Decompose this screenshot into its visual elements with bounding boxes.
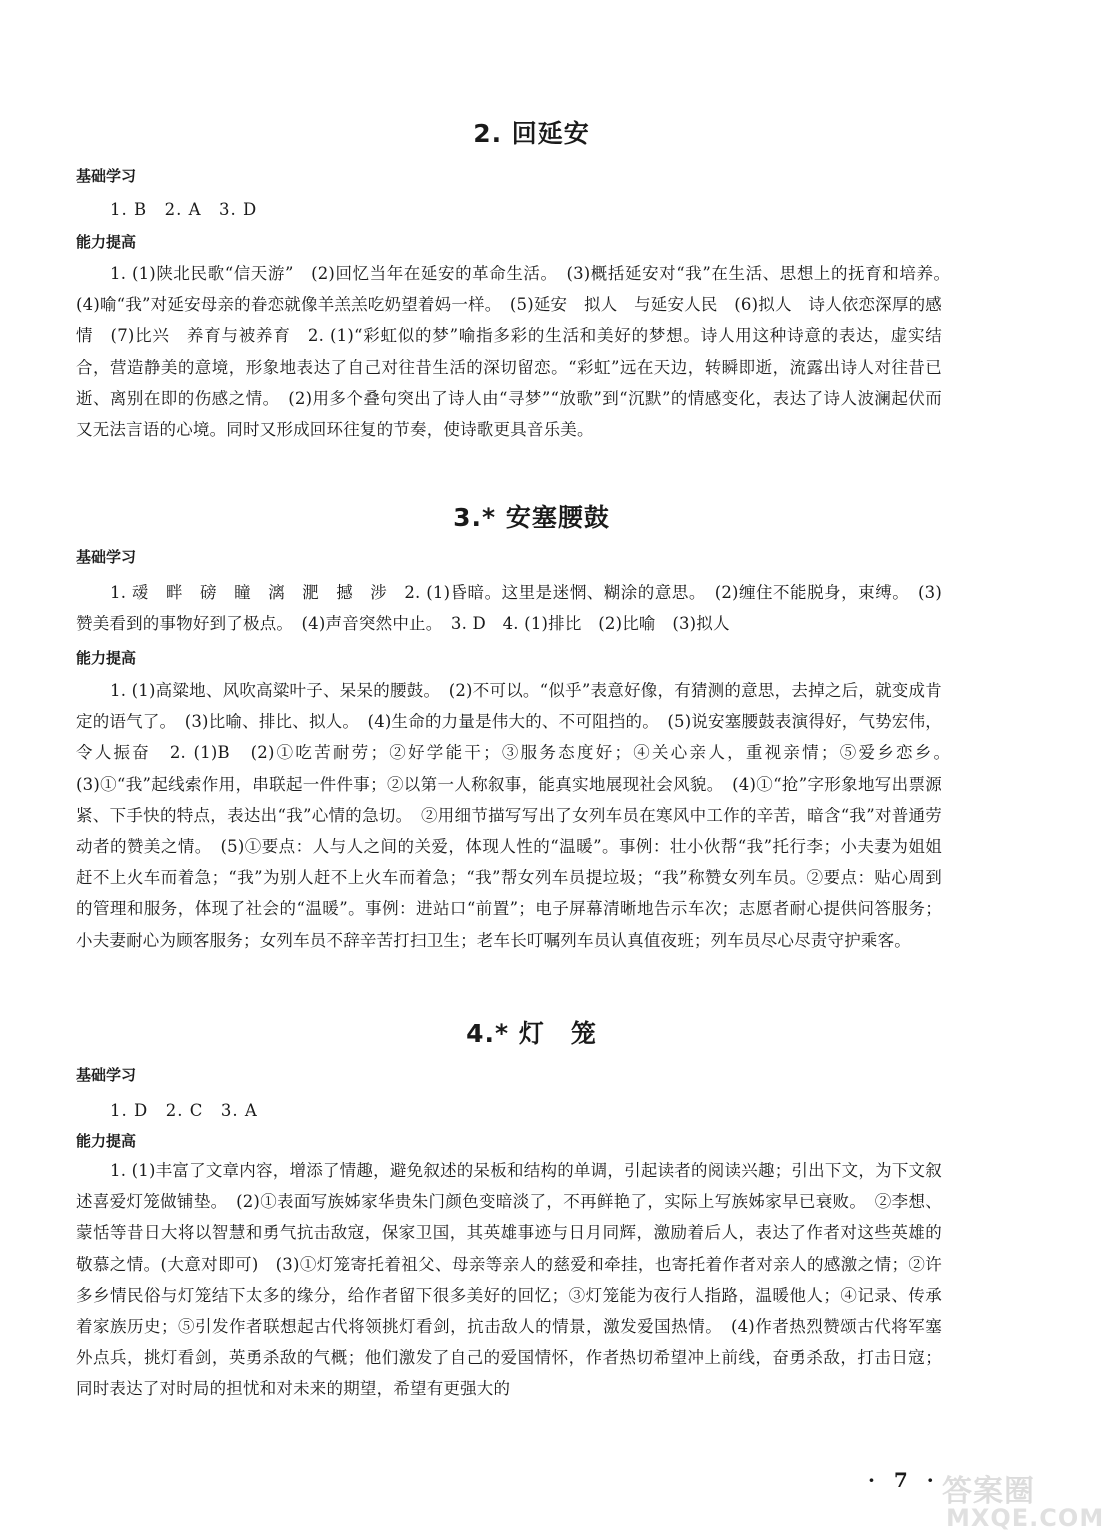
section-title: 2. 回延安 [473, 119, 590, 148]
watermark-main: 答案圈 [942, 1474, 1035, 1509]
section-label-basic: 基础学习 [76, 548, 137, 566]
section-label-basic: 基础学习 [76, 167, 137, 185]
basic-answers: 1. B 2. A 3. D [110, 200, 258, 219]
basic-answers: 1. 叆 畔 磅 瞳 漓 淝 撼 涉 2. (1)昏暗。这里是迷惘、糊涂的意思。 (2)缠住不能脱身，束缚。 (3)赞美看到的事物好到了极点。 (4)声音突然中止。 3. D 4. (1)排比 (2)比喻 (3)拟人 [76, 583, 942, 634]
ability-answers: 1. (1)高粱地、风吹高粱叶子、呆呆的腰鼓。 (2)不可以。“似乎”表意好像，有猜测的意思，去掉之后，就变成肯定的语气了。 (3)比喻、排比、拟人。 (4)生命的力量是伟大的、不可阻挡的。 (5)说安塞腰鼓表演得好，气势宏伟，令人振奋 2. (1)B (2)①吃苦耐劳；②好学能干；③服务态度好；④关心亲人，重视亲情；⑤爱乡恋乡。 (3)①“我”起线索作用，串联起一件件事；②以第一人称叙事，能真实地展现社会风貌。 (4)①“抢”字形象地写出票源紧、下手快的特点，表达出“我”心情的急切。 ②用细节描写写出了女列车员在寒风中工作的辛苦，暗含“我”对普通劳动者的赞美之情。 (5)①要点：人与人之间的关爱，体现人性的“温暖”。事例：壮小伙帮“我”托行李；小夫妻为姐姐赶不上火车而着急；“我”为别人赶不上火车而着急；“我”帮女列车员提垃圾；“我”称赞女列车员。②要点：贴心周到的管理和服务，体现了社会的“温暖”。事例：进站口“前置”；电子屏幕清晰地告示车次；志愿者耐心提供问答服务；小夫妻耐心为顾客服务；女列车员不辞辛苦打扫卫生；老车长叮嘱列车员认真值夜班；列车员尽心尽责守护乘客。 [76, 681, 959, 950]
section-label-basic: 基础学习 [76, 1066, 137, 1084]
basic-answers: 1. D 2. C 3. A [110, 1101, 258, 1120]
watermark-sub: MXQE.COM [946, 1504, 1104, 1532]
ability-answers: 1. (1)丰富了文章内容，增添了情趣，避免叙述的呆板和结构的单调，引起读者的阅读兴趣；引出下文，为下文叙述喜爱灯笼做铺垫。 (2)①表面写族姊家华贵朱门颜色变暗淡了，不再鲜艳了，实际上写族姊家早已衰败。 ②李想、蒙恬等昔日大将以智慧和勇气抗击敌寇，保家卫国，其英雄事迹与日月同辉，激励着后人，表达了作者对这些英雄的敬慕之情。(大意对即可) (3)①灯笼寄托着祖父、母亲等亲人的慈爱和牵挂，也寄托着作者对亲人的感激之情；②许多乡情民俗与灯笼结下太多的缘分，给作者留下很多美好的回忆；③灯笼能为夜行人指路，温暖他人；④记录、传承着家族历史；⑤引发作者联想起古代将领挑灯看剑，抗击敌人的情景，激发爱国热情。 (4)作者热烈赞颂古代将军塞外点兵，挑灯看剑，英勇杀敌的气概；他们激发了自己的爱国情怀，作者热切希望冲上前线，奋勇杀敌，打击日寇；同时表达了对时局的担忧和对未来的期望，希望有更强大的 [76, 1161, 942, 1399]
watermark-logo [942, 1466, 1104, 1532]
section-title: 3.* 安塞腰鼓 [453, 503, 610, 532]
section-label-ability: 能力提高 [76, 1132, 137, 1150]
section-label-ability: 能力提高 [76, 233, 137, 251]
section-label-ability: 能力提高 [76, 649, 137, 667]
section-title: 4.* 灯 笼 [466, 1019, 597, 1048]
page-number: · 7 · [868, 1468, 940, 1492]
ability-answers: 1. (1)陕北民歌“信天游” (2)回忆当年在延安的革命生活。 (3)概括延安对“我”在生活、思想上的抚育和培养。 (4)喻“我”对延安母亲的眷恋就像羊羔羔吃奶望着妈一样。 (5)延安 拟人 与延安人民 (6)拟人 诗人依恋深厚的感情 (7)比兴 养育与被养育 2. (1)“彩虹似的梦”喻指多彩的生活和美好的梦想。诗人用这种诗意的表达，虚实结合，营造静美的意境，形象地表达了自己对往昔生活的深切留恋。“彩虹”远在天边，转瞬即逝，流露出诗人对往昔已逝、离别在即的伤感之情。 (2)用多个叠句突出了诗人由“寻梦”“放歌”到“沉默”的情感变化，表达了诗人波澜起伏而又无法言语的心境。同时又形成回环往复的节奏，使诗歌更具音乐美。 [76, 264, 959, 440]
